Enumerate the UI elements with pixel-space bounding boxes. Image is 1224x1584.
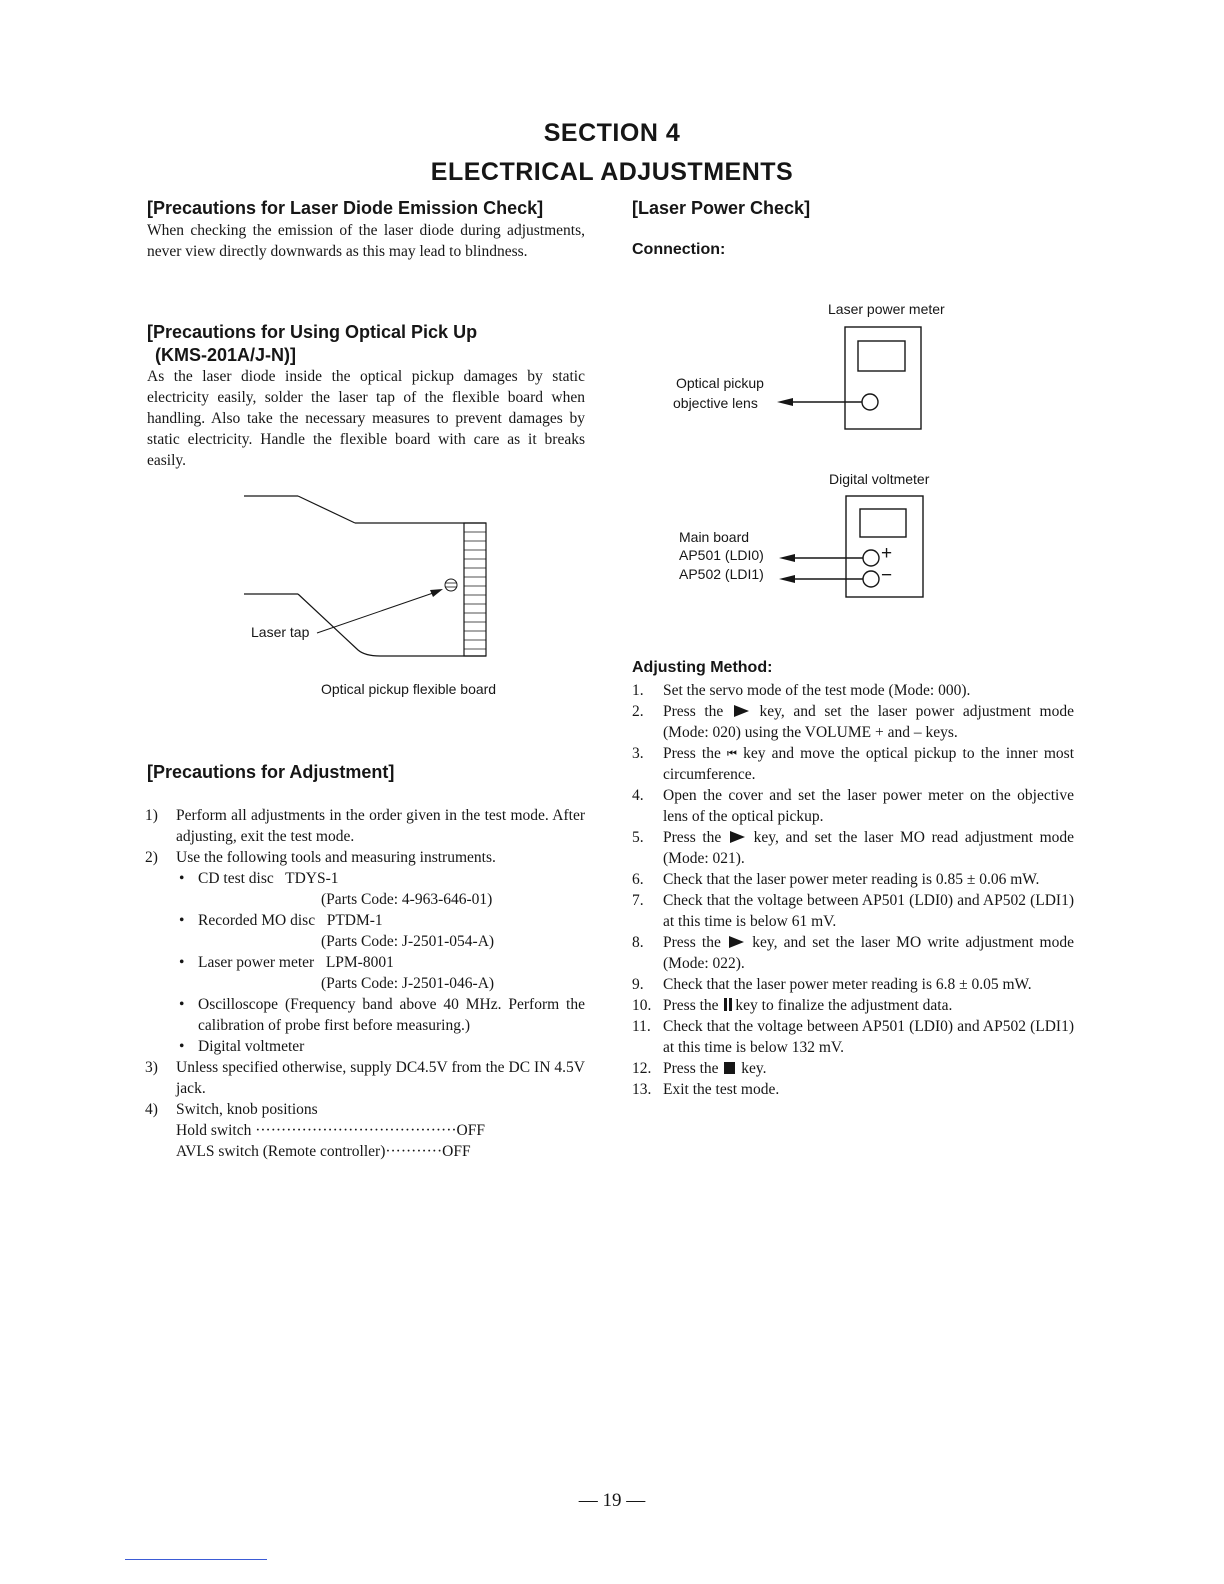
step-text: Press the (663, 703, 724, 720)
page-number: — 19 — (578, 1490, 646, 1511)
step-13 (632, 1079, 1074, 1100)
play-icon (730, 831, 745, 843)
step-number: 11. (632, 1018, 651, 1035)
step-1 (632, 680, 1074, 701)
tool-item: • CD test disc TDYS-1 (179, 870, 339, 887)
step-text: Open the cover and set the laser power meter on the objective lens of the optical pickup. (663, 787, 1074, 825)
item-number: 4) (145, 1101, 158, 1118)
item-number: 2) (145, 849, 158, 866)
step-text: Exit the test mode. (663, 1081, 780, 1098)
step-text: Press the (663, 745, 721, 762)
step-number: 5. (632, 829, 644, 846)
tool-code: (Parts Code: J-2501-046-A) (321, 975, 495, 992)
item-number: 3) (145, 1059, 158, 1076)
step-text: Check that the laser power meter reading is 6.8 ± 0.05 mW. (663, 976, 1032, 993)
tool-name: Laser power meter LPM-8001 (198, 954, 394, 971)
step-number: 3. (632, 745, 644, 762)
connection-diagram (770, 320, 940, 610)
step-text: key, and set the laser MO write adjustment mode (Mode: 022). (663, 934, 1074, 972)
stop-icon (724, 1062, 735, 1074)
step-8 (632, 932, 1074, 974)
step-text: key. (741, 1060, 767, 1077)
laser-diode-heading: [Precautions for Laser Diode Emission Check] (147, 198, 544, 218)
optical-pickup-text: As the laser diode inside the optical pickup damages by static electricity easily, solder the laser tap of the flexible board when handling. Also take the necessary measures to prevent damages by static electricity. Handle the flexible board with care as it breaks easily. (147, 368, 585, 469)
step-number: 13. (632, 1081, 652, 1098)
tool-code: (Parts Code: J-2501-054-A) (321, 933, 495, 950)
play-icon (729, 936, 744, 948)
step-text: Press the (663, 1060, 719, 1077)
adjusting-method-heading: Adjusting Method: (632, 659, 773, 676)
step-text: Check that the laser power meter reading is 0.85 ± 0.06 mW. (663, 871, 1040, 888)
connection-label: Connection: (632, 241, 726, 258)
hold-switch-setting: Hold switch ·······································OFF (176, 1122, 485, 1139)
pause-icon (724, 998, 727, 1011)
step-number: 8. (632, 934, 644, 951)
tool-item: • Digital voltmeter (179, 1038, 305, 1055)
list-item (145, 805, 585, 847)
list-item (145, 1099, 585, 1162)
step-number: 7. (632, 892, 644, 909)
optical-pickup-label: Optical pickup (676, 375, 764, 391)
step-text: key and move the optical pickup to the inner most circumference. (663, 745, 1075, 783)
main-board-label: Main board (679, 529, 750, 545)
play-icon (734, 705, 749, 717)
list-item (145, 1057, 585, 1099)
tool-name: CD test disc TDYS-1 (198, 870, 339, 887)
item-text: Switch, knob positions (176, 1101, 318, 1118)
step-7 (632, 890, 1074, 932)
figure-caption: Optical pickup flexible board (321, 681, 497, 697)
step-4 (632, 785, 1074, 827)
tool-name: Oscilloscope (Frequency band above 40 MHz. Perform the calibration of probe first before measuring.) (198, 996, 585, 1034)
step-9 (632, 974, 1074, 995)
ap502-label: AP502 (LDI1) (679, 566, 764, 582)
skip-back-icon: ⏮ (727, 747, 737, 760)
laser-diode-text: When checking the emission of the laser diode during adjustments, never view directly downwards as this may lead to blindness. (147, 222, 585, 260)
item-text: Perform all adjustments in the order given in the test mode. After adjusting, exit the test mode. (176, 807, 585, 845)
tool-item: • Recorded MO disc PTDM-1 (179, 912, 383, 929)
tool-item: • Laser power meter LPM-8001 (179, 954, 394, 971)
objective-lens-label: objective lens (673, 395, 758, 411)
avls-switch-setting: AVLS switch (Remote controller)···········OFF (176, 1143, 471, 1160)
step-10 (632, 995, 1074, 1016)
tool-item: • Oscilloscope (Frequency band above 40 MHz. Perform the calibration of probe first before measuring.) (179, 996, 585, 1034)
laser-tap-label: Laser tap (251, 624, 310, 640)
step-3 (632, 743, 1074, 785)
adjustment-heading: [Precautions for Adjustment] (147, 762, 395, 782)
step-text: Check that the voltage between AP501 (LDI0) and AP502 (LDI1) at this time is below 61 mV. (663, 892, 1074, 930)
section-number: SECTION 4 (543, 119, 681, 147)
optical-pickup-model: (KMS-201A/J-N)] (155, 345, 297, 365)
adjusting-steps (632, 680, 1074, 1100)
laser-power-meter-label: Laser power meter (828, 301, 945, 317)
step-number: 1. (632, 682, 644, 699)
step-11 (632, 1016, 1074, 1058)
adjustment-list (145, 805, 585, 1162)
step-number: 12. (632, 1060, 652, 1077)
step-number: 9. (632, 976, 644, 993)
ap501-label: AP501 (LDI0) (679, 547, 764, 563)
step-text: key to finalize the adjustment data. (735, 997, 953, 1014)
step-number: 10. (632, 997, 652, 1014)
step-number: 6. (632, 871, 644, 888)
step-text: key, and set the laser MO read adjustment mode (Mode: 021). (663, 829, 1075, 867)
step-text: Check that the voltage between AP501 (LDI0) and AP502 (LDI1) at this time is below 132 mV. (663, 1018, 1074, 1056)
minus-terminal-label: − (881, 565, 893, 586)
flexible-board-figure (240, 490, 500, 670)
tool-name: Recorded MO disc PTDM-1 (198, 912, 383, 929)
item-text: Unless specified otherwise, supply DC4.5V from the DC IN 4.5V jack. (176, 1059, 585, 1097)
step-6 (632, 869, 1074, 890)
step-5 (632, 827, 1074, 869)
step-text: Press the (663, 997, 719, 1014)
optical-pickup-heading: [Precautions for Using Optical Pick Up (147, 322, 478, 342)
digital-voltmeter-label: Digital voltmeter (829, 471, 930, 487)
step-text: Press the (663, 934, 721, 951)
laser-power-heading: [Laser Power Check] (632, 198, 811, 218)
plus-terminal-label: + (881, 543, 893, 564)
step-number: 2. (632, 703, 644, 720)
list-item (145, 847, 585, 1057)
tool-code: (Parts Code: 4-963-646-01) (321, 891, 493, 908)
item-number: 1) (145, 807, 158, 824)
bottom-rule (125, 1559, 267, 1560)
step-2 (632, 701, 1074, 743)
step-text: Set the servo mode of the test mode (Mode: 000). (663, 682, 971, 699)
step-number: 4. (632, 787, 644, 804)
item-text: Use the following tools and measuring instruments. (176, 849, 496, 866)
tool-name: Digital voltmeter (198, 1038, 305, 1055)
step-12 (632, 1058, 1074, 1079)
step-text: Press the (663, 829, 722, 846)
page-title: ELECTRICAL ADJUSTMENTS (430, 158, 794, 186)
step-text: key, and set the laser power adjustment mode (Mode: 020) using the VOLUME + and – keys. (663, 703, 1074, 741)
